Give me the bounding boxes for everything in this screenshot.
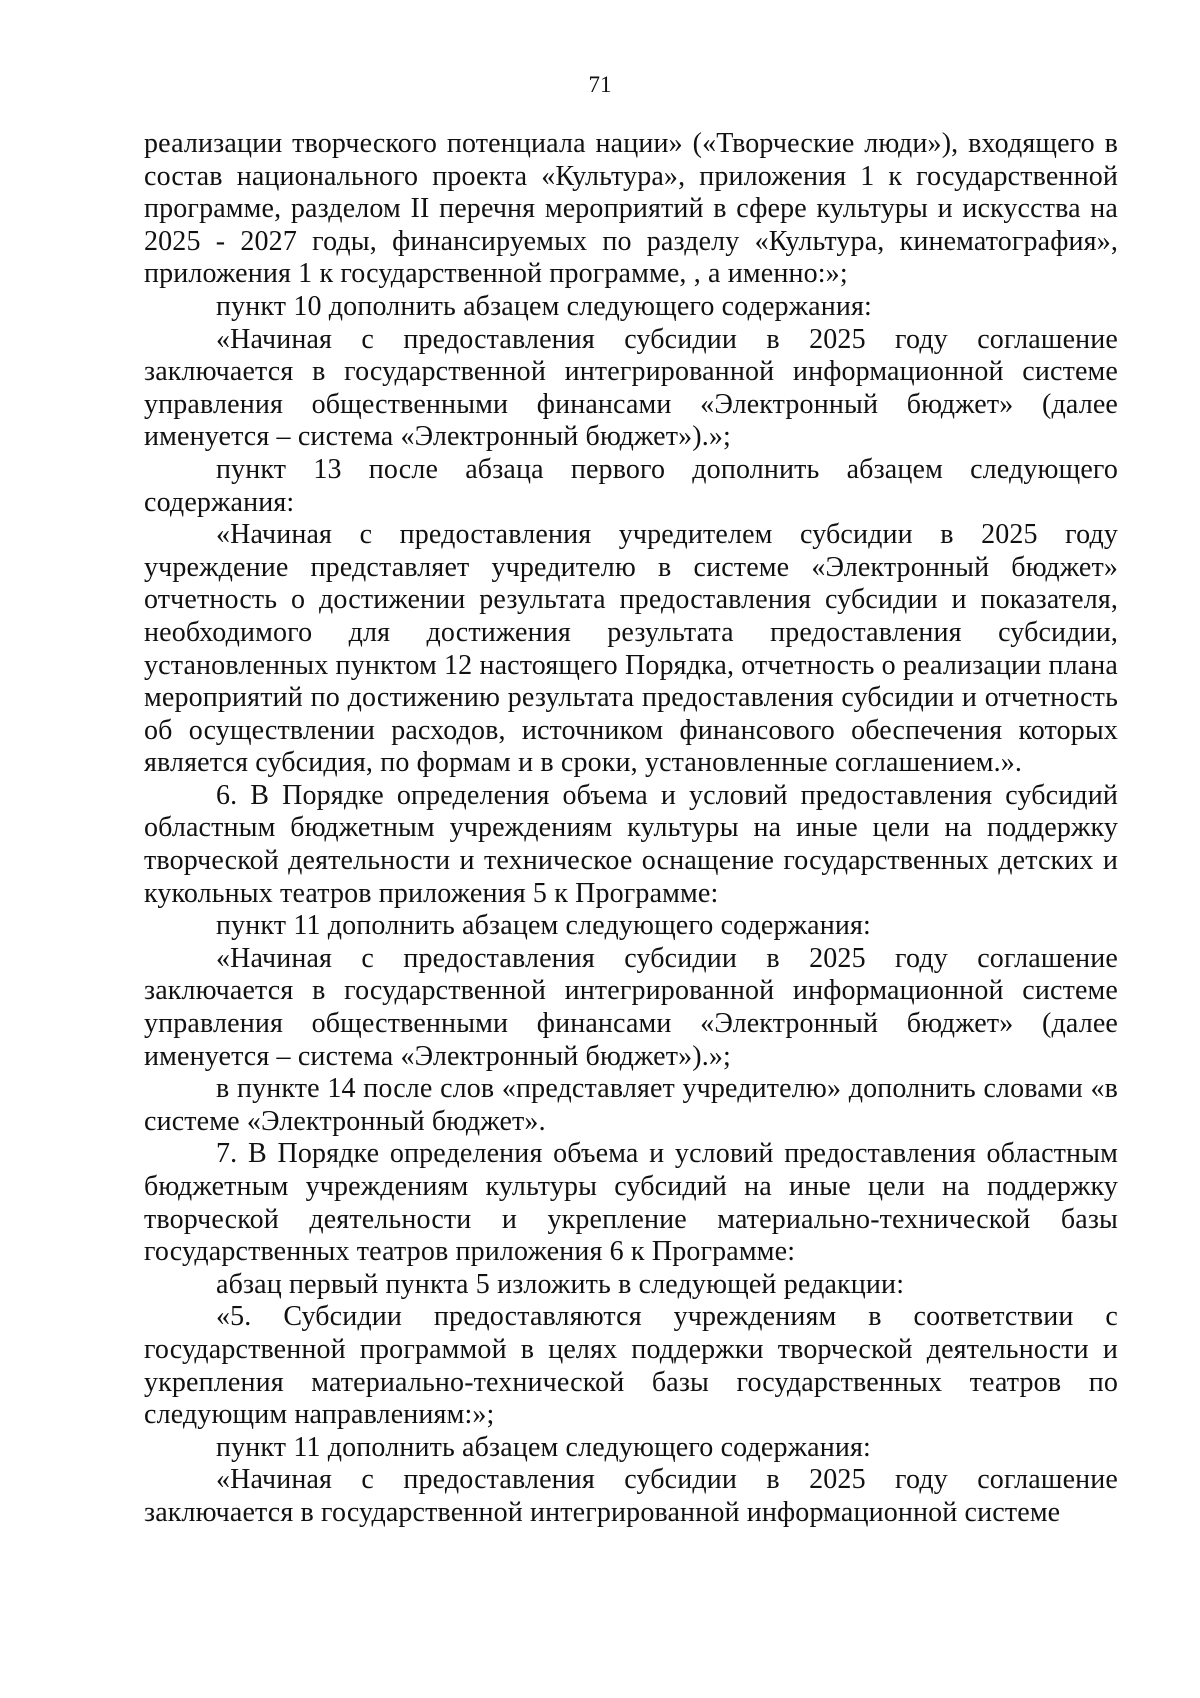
paragraph: «Начиная с предоставления субсидии в 2025 году соглашение заключается в государственной интегрированной информационной системе управления общественными финансами «Электронный бюджет» (далее именуется – система «Электронный бюджет»).»;: [144, 942, 1118, 1072]
paragraph: в пункте 14 после слов «представляет учредителю» дополнить словами «в системе «Электронный бюджет».: [144, 1073, 1118, 1137]
paragraph: пункт 11 дополнить абзацем следующего содержания:: [216, 1431, 871, 1463]
paragraph: «Начиная с предоставления субсидии в 2025 году соглашение заключается в государственной интегрированной информационной системе управления общественными финансами «Электронный бюджет» (далее именуется – система «Электронный бюджет»).»;: [144, 323, 1118, 453]
paragraph: «Начиная с предоставления учредителем субсидии в 2025 году учреждение представляет учредителю в системе «Электронный бюджет» отчетность о достижении результата предоставления субсидии и показателя, необходимого для достижения результата предоставления субсидии, установленных пунктом 12 настоящего Порядка, отчетность о реализации плана мероприятий по достижению результата предоставления субсидии и отчетность об осуществлении расходов, источником финансового обеспечения которых является субсидия, по формам и в сроки, установленные соглашением.».: [144, 519, 1118, 779]
document-body: [144, 128, 1118, 1530]
paragraph: абзац первый пункта 5 изложить в следующей редакции:: [216, 1268, 905, 1300]
paragraph: пункт 10 дополнить абзацем следующего содержания:: [216, 290, 872, 322]
paragraph: «5. Субсидии предоставляются учреждениям в соответствии с государственной программой в целях поддержки творческой деятельности и укрепления материально-технической базы государственных театров по следующим направлениям:»;: [144, 1301, 1118, 1431]
paragraph: пункт 11 дополнить абзацем следующего содержания:: [216, 910, 871, 942]
paragraph-item-6: 6. В Порядке определения объема и условий предоставления субсидий областным бюджетным учреждениям культуры на иные цели на поддержку творческой деятельности и техническое оснащение государственных детских и кукольных театров приложения 5 к Программе:: [144, 779, 1118, 909]
page-number: 71: [588, 72, 612, 97]
paragraph: пункт 13 после абзаца первого дополнить абзацем следующего содержания:: [144, 453, 1118, 518]
paragraph-continuation: реализации творческого потенциала нации» («Творческие люди»), входящего в состав национального проекта «Культура», приложения 1 к государственной программе, разделом II перечня мероприятий в сфере культуры и искусства на 2025 - 2027 годы, финансируемых по разделу «Культура, кинематография», приложения 1 к государственной программе, , а именно:»;: [144, 128, 1118, 290]
paragraph: «Начиная с предоставления субсидии в 2025 году соглашение заключается в государственной интегрированной информационной системе: [144, 1464, 1118, 1528]
paragraph-item-7: 7. В Порядке определения объема и условий предоставления областным бюджетным учреждениям культуры субсидий на иные цели на поддержку творческой деятельности и укрепление материально-технической базы государственных театров приложения 6 к Программе:: [144, 1138, 1118, 1268]
